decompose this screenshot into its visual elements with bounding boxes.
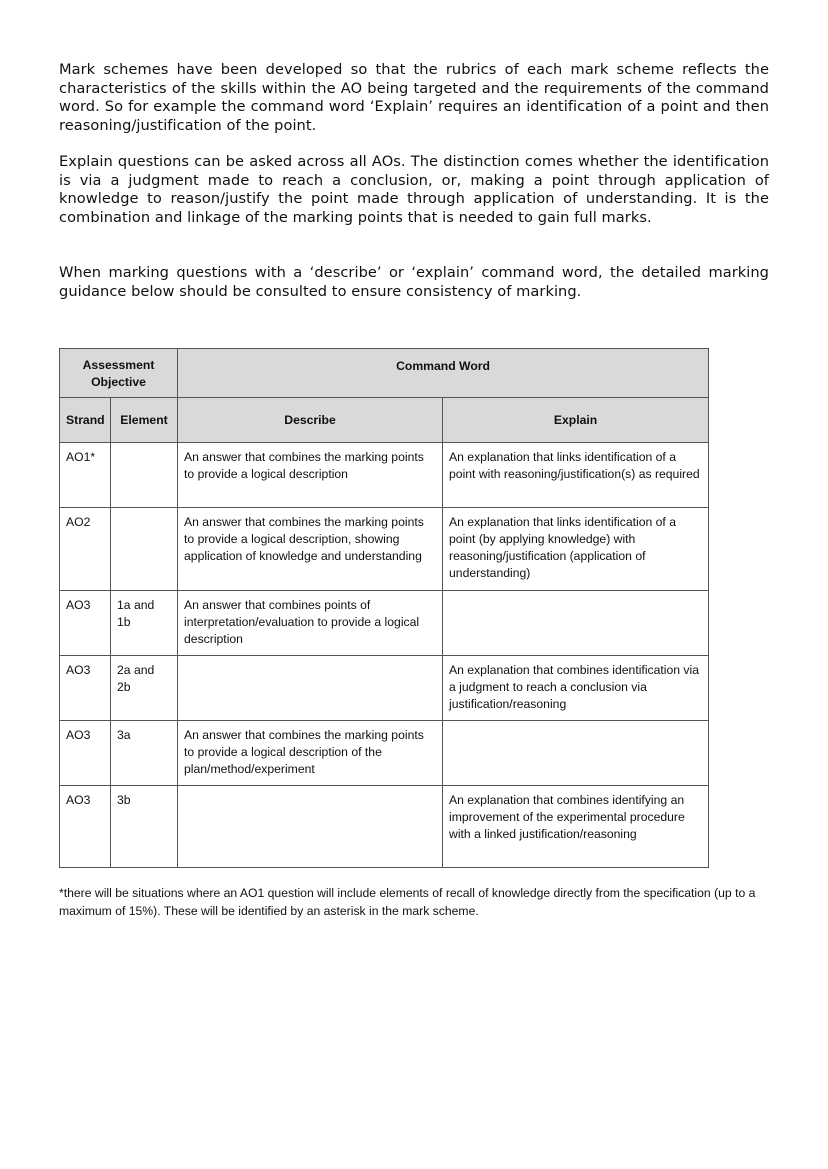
element-cell: 3a xyxy=(111,721,178,786)
marking-guidance-paragraph: When marking questions with a ‘describe’ or ‘explain’ command word, the detailed marking guidance below should be consulted to ensure consistency of marking. xyxy=(59,264,769,300)
table-row xyxy=(60,656,709,721)
describe-cell: An answer that combines the marking points to provide a logical description xyxy=(178,443,443,508)
table-row xyxy=(60,786,709,868)
table-row xyxy=(60,508,709,591)
assessment-objective-header: Assessment Objective xyxy=(60,349,178,398)
element-cell xyxy=(111,443,178,508)
element-cell xyxy=(111,508,178,591)
explain-cell xyxy=(443,721,709,786)
element-cell: 2a and 2b xyxy=(111,656,178,721)
table-row xyxy=(60,591,709,656)
explain-cell: An explanation that combines identifying an improvement of the experimental procedure with a linked justification/reasoning xyxy=(443,786,709,868)
describe-header: Describe xyxy=(178,398,443,443)
explain-header: Explain xyxy=(443,398,709,443)
strand-cell: AO3 xyxy=(60,656,111,721)
describe-cell: An answer that combines the marking points to provide a logical description of the plan/method/experiment xyxy=(178,721,443,786)
table-header-row xyxy=(60,349,709,398)
describe-cell xyxy=(178,786,443,868)
command-word-header: Command Word xyxy=(178,349,709,398)
explain-cell: An explanation that combines identification via a judgment to reach a conclusion via justification/reasoning xyxy=(443,656,709,721)
explain-paragraph: Explain questions can be asked across all AOs. The distinction comes whether the identification is via a judgment made to reach a conclusion, or, making a point through application of knowledge to reason/justify the point made through application of understanding. It is the combination and linkage of the marking points that is needed to gain full marks. xyxy=(59,153,769,227)
strand-cell: AO3 xyxy=(60,591,111,656)
strand-cell: AO1* xyxy=(60,443,111,508)
element-cell: 1a and 1b xyxy=(111,591,178,656)
describe-cell: An answer that combines points of interpretation/evaluation to provide a logical description xyxy=(178,591,443,656)
intro-paragraph: Mark schemes have been developed so that the rubrics of each mark scheme reflects the characteristics of the skills within the AO being targeted and the requirements of the command word. So for example the command word ‘Explain’ requires an identification of a point and then reasoning/justification of the point. xyxy=(59,61,769,135)
explain-cell: An explanation that links identification of a point (by applying knowledge) with reasoning/justification (application of understanding) xyxy=(443,508,709,591)
table-subheader-row xyxy=(60,398,709,443)
element-cell: 3b xyxy=(111,786,178,868)
element-header: Element xyxy=(111,398,178,443)
strand-header: Strand xyxy=(60,398,111,443)
table-row xyxy=(60,721,709,786)
describe-cell xyxy=(178,656,443,721)
explain-cell: An explanation that links identification of a point with reasoning/justification(s) as required xyxy=(443,443,709,508)
table-row xyxy=(60,443,709,508)
asterisk-footnote: *there will be situations where an AO1 question will include elements of recall of knowledge directly from the specification (up to a maximum of 15%). These will be identified by an asterisk in the mark scheme. xyxy=(59,886,756,918)
explain-cell xyxy=(443,591,709,656)
strand-cell: AO2 xyxy=(60,508,111,591)
describe-cell: An answer that combines the marking points to provide a logical description, showing application of knowledge and understanding xyxy=(178,508,443,591)
strand-cell: AO3 xyxy=(60,786,111,868)
strand-cell: AO3 xyxy=(60,721,111,786)
command-word-table xyxy=(59,348,709,868)
